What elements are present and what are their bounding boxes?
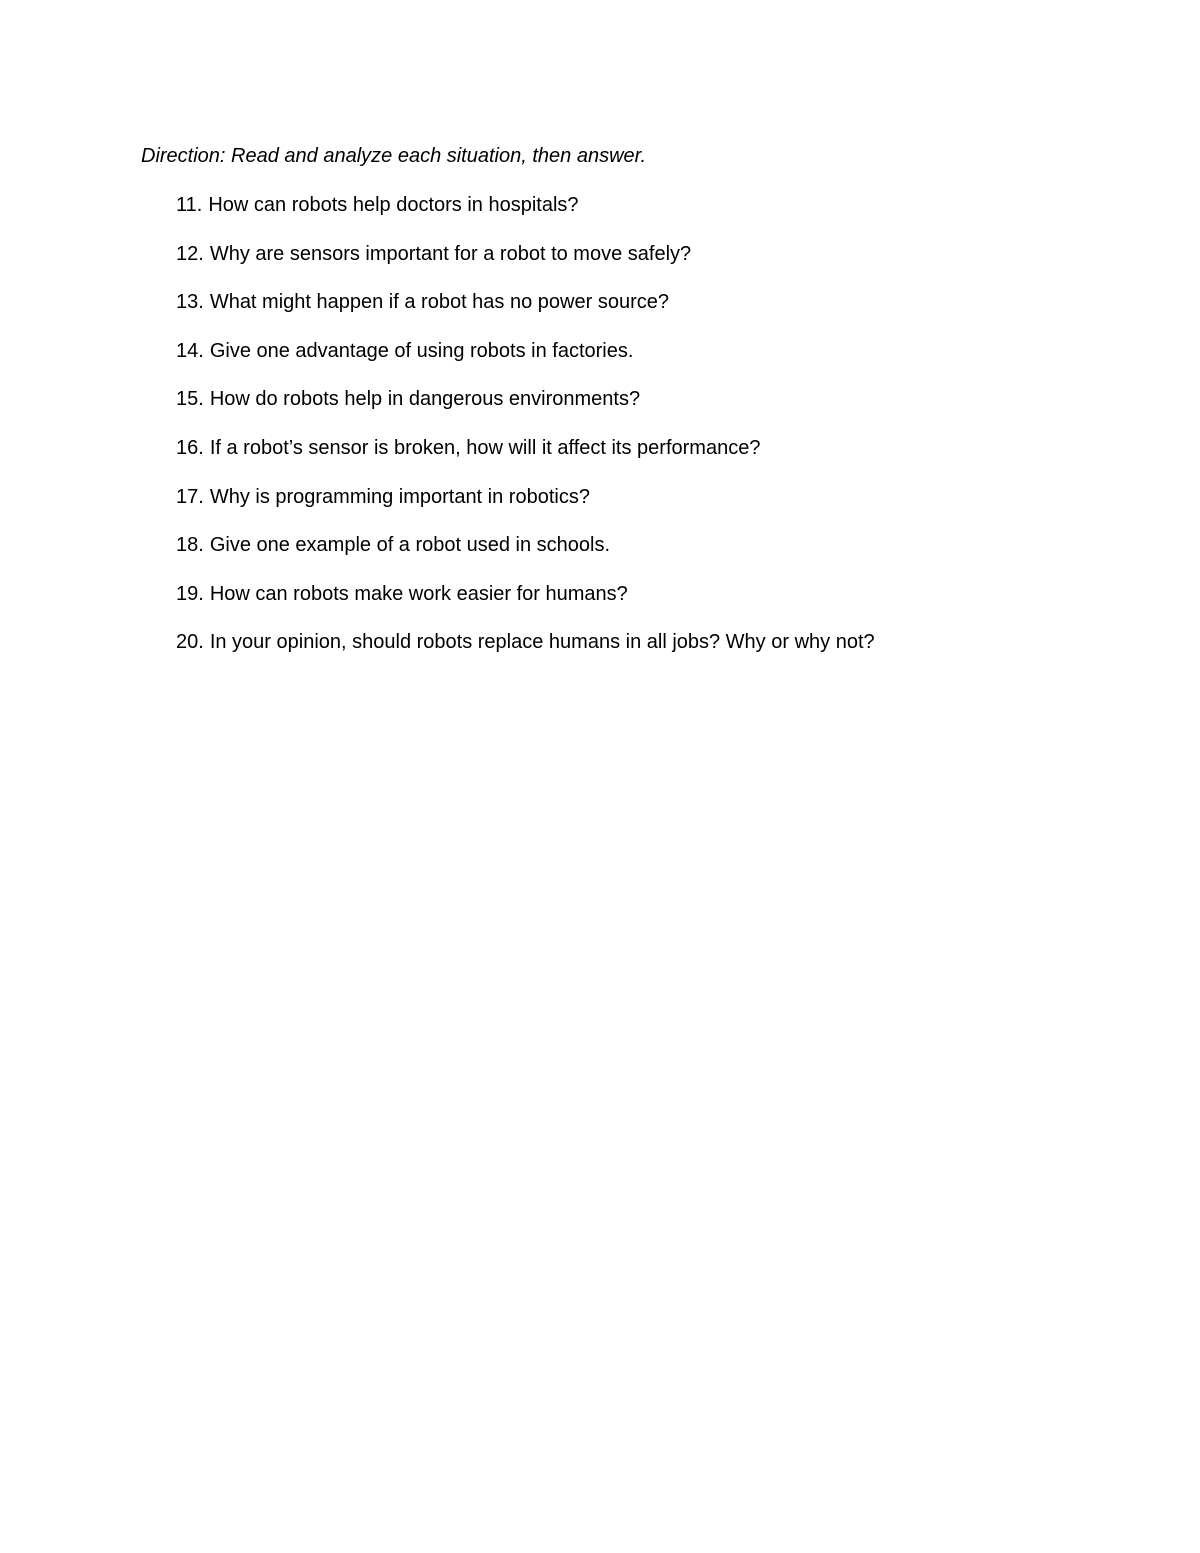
question-item bbox=[176, 337, 875, 386]
question-item bbox=[176, 385, 875, 434]
question-number: 16. bbox=[176, 436, 204, 459]
question-text: Give one example of a robot used in schools. bbox=[209, 534, 611, 557]
question-item bbox=[176, 628, 875, 677]
question-item bbox=[176, 191, 875, 240]
question-text: How can robots make work easier for humans? bbox=[209, 582, 628, 605]
question-text: Why is programming important in robotics? bbox=[209, 485, 590, 508]
question-number: 18. bbox=[176, 534, 204, 557]
question-number: 15. bbox=[176, 388, 204, 411]
question-number: 20. bbox=[176, 631, 204, 654]
question-text: If a robot’s sensor is broken, how will it affect its performance? bbox=[209, 436, 761, 459]
question-number: 11. bbox=[176, 194, 203, 216]
question-item bbox=[176, 531, 875, 580]
question-text: Give one advantage of using robots in factories. bbox=[209, 339, 634, 362]
question-item bbox=[176, 580, 875, 629]
question-list bbox=[176, 191, 875, 677]
question-number: 13. bbox=[176, 291, 204, 314]
question-text: How can robots help doctors in hospitals? bbox=[208, 194, 579, 216]
question-number: 12. bbox=[176, 242, 204, 265]
question-item bbox=[176, 434, 875, 483]
direction-text: Direction: Read and analyze each situation, then answer. bbox=[141, 145, 647, 167]
question-text: In your opinion, should robots replace humans in all jobs? Why or why not? bbox=[209, 631, 875, 654]
question-item bbox=[176, 483, 875, 532]
question-text: Why are sensors important for a robot to move safely? bbox=[209, 242, 692, 265]
question-text: What might happen if a robot has no power source? bbox=[209, 291, 669, 314]
question-number: 14. bbox=[176, 339, 204, 362]
question-number: 19. bbox=[176, 582, 204, 605]
question-text: How do robots help in dangerous environments? bbox=[209, 388, 641, 411]
question-item bbox=[176, 240, 875, 289]
question-item bbox=[176, 288, 875, 337]
question-number: 17. bbox=[176, 485, 204, 508]
